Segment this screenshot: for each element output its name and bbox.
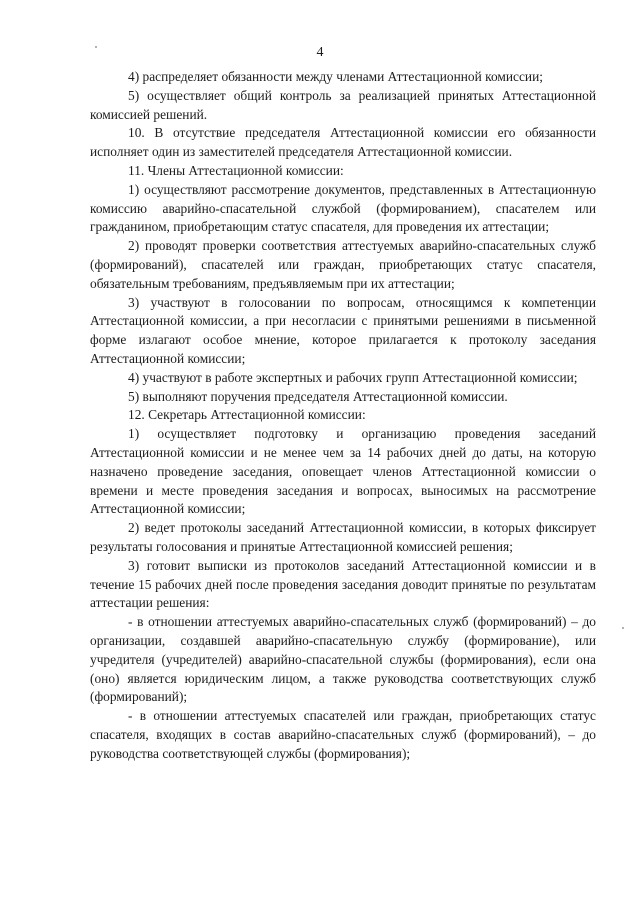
page-number: 4	[316, 45, 324, 60]
paragraph-members-duties-2: 2) проводят проверки соответствия аттестуемых аварийно-спасательных служб (формирований), спасателей или граждан, приобретающих статус спасателя, обязательным требованиям, предъявляемым при их аттестации;	[90, 238, 596, 291]
scan-speck	[622, 627, 624, 629]
paragraph-secretary-duties-2: 2) ведет протоколы заседаний Аттестационной комиссии, в которых фиксирует результаты голосования и принятые Аттестационной комиссией решения;	[90, 520, 596, 554]
paragraph-members-duties-5: 5) выполняют поручения председателя Аттестационной комиссии.	[128, 388, 508, 404]
scan-speck	[95, 46, 97, 48]
paragraph-clause-12-heading: 12. Секретарь Аттестационной комиссии:	[128, 407, 366, 423]
paragraph-bullet-rescuers: - в отношении аттестуемых спасателей или граждан, приобретающих статус спасателя, входящих в состав аварийно-спасательных служб (формирований), – до руководства соответствующей службы (формирования);	[90, 708, 596, 761]
paragraph-secretary-duties-3: 3) готовит выписки из протоколов заседаний Аттестационной комиссии и в течение 15 рабочих дней после проведения заседания доводит принятые по результатам аттестации решения:	[90, 557, 596, 611]
paragraph-members-duties-4: 4) участвуют в работе экспертных и рабочих групп Аттестационной комиссии;	[128, 369, 578, 385]
paragraph-chair-duties-4: 4) распределяет обязанности между членами Аттестационной комиссии;	[128, 69, 543, 84]
paragraph-secretary-duties-1: 1) осуществляет подготовку и организацию проведения заседаний Аттестационной комиссии и не менее чем за 14 рабочих дней до даты, на которую назначено проведение заседания, оповещает членов Аттестационной комиссии о времени и месте проведения заседания и вопросах, выносимых на рассмотрение Аттестационной комиссии;	[90, 426, 596, 517]
paragraph-members-duties-3: 3) участвуют в голосовании по вопросам, относящимся к компетенции Аттестационной комиссии, а при несогласии с принятыми решениями в письменной форме излагают особое мнение, которое прилагается к протоколу заседания Аттестационной комиссии;	[90, 294, 596, 366]
paragraph-bullet-services: - в отношении аттестуемых аварийно-спасательных служб (формирований) – до организации, создавшей аварийно-спасательную службу (формирование), или учредителя (учредителей) аварийно-спасательной службы (формирования), если она (оно) является юридическим лицом, а также руководства соответствующих служб (формирований);	[90, 614, 596, 705]
document-body	[90, 68, 596, 763]
paragraph-chair-duties-5: 5) осуществляет общий контроль за реализацией принятых Аттестационной комиссией решений.	[90, 87, 596, 122]
paragraph-members-duties-1: 1) осуществляют рассмотрение документов, представленных в Аттестационную комиссию аварийно-спасательной службой (формированием), спасателем или гражданином, приобретающим статус спасателя, для проведения их аттестации;	[90, 181, 596, 235]
paragraph-clause-11-heading: 11. Члены Аттестационной комиссии:	[128, 162, 344, 178]
paragraph-clause-10: 10. В отсутствие председателя Аттестационной комиссии его обязанности исполняет один из заместителей председателя Аттестационной комиссии.	[90, 125, 596, 160]
